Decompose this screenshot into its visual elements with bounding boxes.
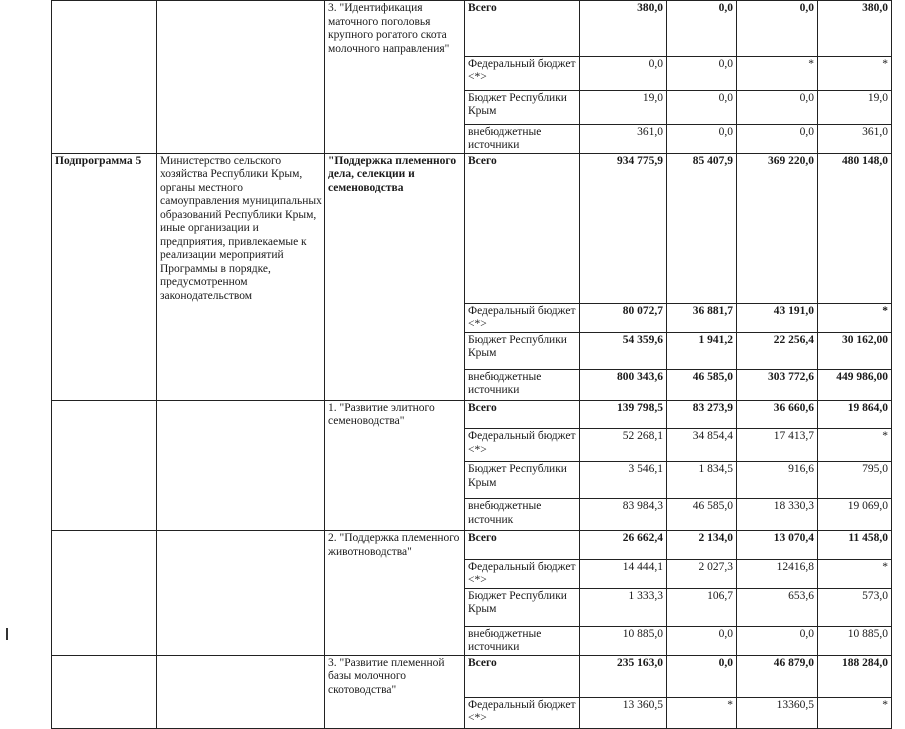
amount-year-3: 10 885,0 — [818, 626, 892, 655]
executor-text: Министерство сельского хозяйства Республики Крым, органы местного самоуправления муниципальных образований Республики Крым, иные организации и предприятия, привлекаемые к реализации мероприятий Программы в порядке, предусмотренном законодательством — [157, 153, 325, 303]
subprogram-cell — [52, 462, 157, 499]
amount-year-1: 0,0 — [667, 626, 737, 655]
executor-cell — [157, 369, 325, 400]
executor-cell — [157, 588, 325, 626]
subprogram-cell — [52, 429, 157, 462]
amount-total: 10 885,0 — [580, 626, 667, 655]
amount-year-2: 303 772,6 — [737, 369, 818, 400]
amount-year-2: 0,0 — [737, 626, 818, 655]
subprogram-cell — [52, 655, 157, 697]
executor-cell — [157, 697, 325, 728]
subprogram-cell — [52, 626, 157, 655]
amount-year-1: 83 273,9 — [667, 400, 737, 429]
amount-year-2: 0,0 — [737, 90, 818, 124]
funding-source: Бюджет Республики Крым — [465, 462, 580, 499]
amount-year-3: 30 162,00 — [818, 332, 892, 369]
funding-source: Бюджет Республики Крым — [465, 332, 580, 369]
measure-name: 2. "Поддержка племенного животноводства" — [325, 531, 465, 560]
subprogram-cell — [52, 303, 157, 332]
executor-cell — [157, 124, 325, 153]
measure-cell — [325, 697, 465, 728]
funding-source: Бюджет Республики Крым — [465, 588, 580, 626]
measure-cell — [325, 499, 465, 531]
amount-year-1: 1 834,5 — [667, 462, 737, 499]
amount-year-2: 18 330,3 — [737, 499, 818, 531]
amount-year-1: * — [667, 697, 737, 728]
amount-year-3: 480 148,0 — [818, 153, 892, 303]
amount-year-3: * — [818, 559, 892, 588]
table-row — [52, 1, 892, 57]
amount-year-1: 2 027,3 — [667, 559, 737, 588]
amount-year-3: 19 864,0 — [818, 400, 892, 429]
amount-total: 380,0 — [580, 1, 667, 57]
amount-year-2: 13 070,4 — [737, 531, 818, 560]
funding-source: внебюджетные источники — [465, 124, 580, 153]
amount-year-3: 795,0 — [818, 462, 892, 499]
executor-cell — [157, 56, 325, 90]
executor-cell — [157, 303, 325, 332]
subprogram-cell — [52, 531, 157, 560]
funding-source: Всего — [465, 400, 580, 429]
measure-cell — [325, 332, 465, 369]
amount-year-1: 106,7 — [667, 588, 737, 626]
amount-total: 54 359,6 — [580, 332, 667, 369]
measure-name: "Поддержка племенного дела, селекции и семеноводства — [325, 153, 465, 303]
table-row — [52, 303, 892, 332]
amount-total: 19,0 — [580, 90, 667, 124]
amount-year-3: 188 284,0 — [818, 655, 892, 697]
executor-cell — [157, 559, 325, 588]
amount-total: 0,0 — [580, 56, 667, 90]
amount-year-2: 22 256,4 — [737, 332, 818, 369]
amount-year-3: 449 986,00 — [818, 369, 892, 400]
funding-source: Федеральный бюджет <*> — [465, 303, 580, 332]
table-row — [52, 697, 892, 728]
amount-total: 14 444,1 — [580, 559, 667, 588]
executor-cell — [157, 499, 325, 531]
amount-year-2: 17 413,7 — [737, 429, 818, 462]
amount-year-2: 653,6 — [737, 588, 818, 626]
table-row — [52, 655, 892, 697]
amount-total: 235 163,0 — [580, 655, 667, 697]
executor-cell — [157, 531, 325, 560]
table-row — [52, 462, 892, 499]
amount-total: 13 360,5 — [580, 697, 667, 728]
amount-year-1: 0,0 — [667, 124, 737, 153]
measure-cell — [325, 369, 465, 400]
measure-cell — [325, 124, 465, 153]
amount-year-1: 0,0 — [667, 56, 737, 90]
amount-year-2: * — [737, 56, 818, 90]
amount-year-3: 19 069,0 — [818, 499, 892, 531]
subprogram-cell — [52, 559, 157, 588]
table-row — [52, 369, 892, 400]
amount-total: 934 775,9 — [580, 153, 667, 303]
table-row — [52, 332, 892, 369]
measure-name: 3. "Развитие племенной базы молочного скотоводства" — [325, 655, 465, 697]
amount-year-2: 369 220,0 — [737, 153, 818, 303]
subprogram-cell — [52, 124, 157, 153]
funding-source: Всего — [465, 655, 580, 697]
measure-cell — [325, 429, 465, 462]
amount-total: 52 268,1 — [580, 429, 667, 462]
measure-cell — [325, 626, 465, 655]
amount-total: 80 072,7 — [580, 303, 667, 332]
amount-year-3: * — [818, 429, 892, 462]
measure-cell — [325, 90, 465, 124]
amount-total: 83 984,3 — [580, 499, 667, 531]
subprogram-cell — [52, 400, 157, 429]
funding-source: Бюджет Республики Крым — [465, 90, 580, 124]
amount-year-2: 43 191,0 — [737, 303, 818, 332]
table-row — [52, 559, 892, 588]
amount-year-3: 11 458,0 — [818, 531, 892, 560]
table-row — [52, 499, 892, 531]
table-row — [52, 626, 892, 655]
table-row — [52, 531, 892, 560]
executor-cell — [157, 1, 325, 57]
measure-name: 1. "Развитие элитного семеноводства" — [325, 400, 465, 429]
funding-source: Федеральный бюджет <*> — [465, 429, 580, 462]
budget-table — [51, 0, 892, 729]
subprogram-cell — [52, 90, 157, 124]
measure-cell — [325, 462, 465, 499]
executor-cell — [157, 462, 325, 499]
amount-year-2: 0,0 — [737, 124, 818, 153]
amount-year-2: 12416,8 — [737, 559, 818, 588]
measure-cell — [325, 588, 465, 626]
amount-year-1: 0,0 — [667, 655, 737, 697]
subprogram-cell — [52, 332, 157, 369]
funding-source: внебюджетные источники — [465, 626, 580, 655]
amount-year-1: 2 134,0 — [667, 531, 737, 560]
amount-total: 139 798,5 — [580, 400, 667, 429]
amount-year-1: 85 407,9 — [667, 153, 737, 303]
table-row — [52, 90, 892, 124]
funding-source: Федеральный бюджет <*> — [465, 697, 580, 728]
amount-total: 1 333,3 — [580, 588, 667, 626]
subprogram-label: Подпрограмма 5 — [52, 153, 157, 303]
amount-total: 800 343,6 — [580, 369, 667, 400]
table-row — [52, 400, 892, 429]
executor-cell — [157, 429, 325, 462]
funding-source: внебюджетные источники — [465, 369, 580, 400]
amount-year-3: * — [818, 697, 892, 728]
table-row — [52, 588, 892, 626]
executor-cell — [157, 626, 325, 655]
subprogram-cell — [52, 369, 157, 400]
amount-year-2: 13360,5 — [737, 697, 818, 728]
funding-source: внебюджетные источник — [465, 499, 580, 531]
amount-year-1: 0,0 — [667, 90, 737, 124]
funding-source: Всего — [465, 531, 580, 560]
amount-year-3: 380,0 — [818, 1, 892, 57]
amount-year-2: 916,6 — [737, 462, 818, 499]
executor-cell — [157, 655, 325, 697]
table-row — [52, 56, 892, 90]
table-row — [52, 124, 892, 153]
measure-cell — [325, 559, 465, 588]
subprogram-cell — [52, 697, 157, 728]
funding-source: Всего — [465, 153, 580, 303]
funding-source: Всего — [465, 1, 580, 57]
amount-year-1: 0,0 — [667, 1, 737, 57]
amount-year-2: 46 879,0 — [737, 655, 818, 697]
measure-cell — [325, 303, 465, 332]
table-row — [52, 153, 892, 303]
funding-source: Федеральный бюджет <*> — [465, 559, 580, 588]
executor-cell — [157, 332, 325, 369]
table-row — [52, 429, 892, 462]
measure-name: 3. "Идентификация маточного поголовья крупного рогатого скота молочного направления" — [325, 1, 465, 57]
executor-cell — [157, 400, 325, 429]
executor-cell — [157, 90, 325, 124]
subprogram-cell — [52, 588, 157, 626]
scan-artifact — [6, 628, 8, 640]
amount-year-3: * — [818, 303, 892, 332]
amount-year-3: 361,0 — [818, 124, 892, 153]
subprogram-cell — [52, 56, 157, 90]
amount-total: 26 662,4 — [580, 531, 667, 560]
amount-year-1: 1 941,2 — [667, 332, 737, 369]
amount-year-1: 46 585,0 — [667, 499, 737, 531]
measure-cell — [325, 56, 465, 90]
amount-total: 3 546,1 — [580, 462, 667, 499]
funding-source: Федеральный бюджет <*> — [465, 56, 580, 90]
subprogram-cell — [52, 499, 157, 531]
subprogram-cell — [52, 1, 157, 57]
amount-year-3: 573,0 — [818, 588, 892, 626]
amount-year-1: 36 881,7 — [667, 303, 737, 332]
amount-year-2: 36 660,6 — [737, 400, 818, 429]
amount-year-3: 19,0 — [818, 90, 892, 124]
amount-year-1: 34 854,4 — [667, 429, 737, 462]
amount-year-1: 46 585,0 — [667, 369, 737, 400]
amount-total: 361,0 — [580, 124, 667, 153]
amount-year-2: 0,0 — [737, 1, 818, 57]
amount-year-3: * — [818, 56, 892, 90]
